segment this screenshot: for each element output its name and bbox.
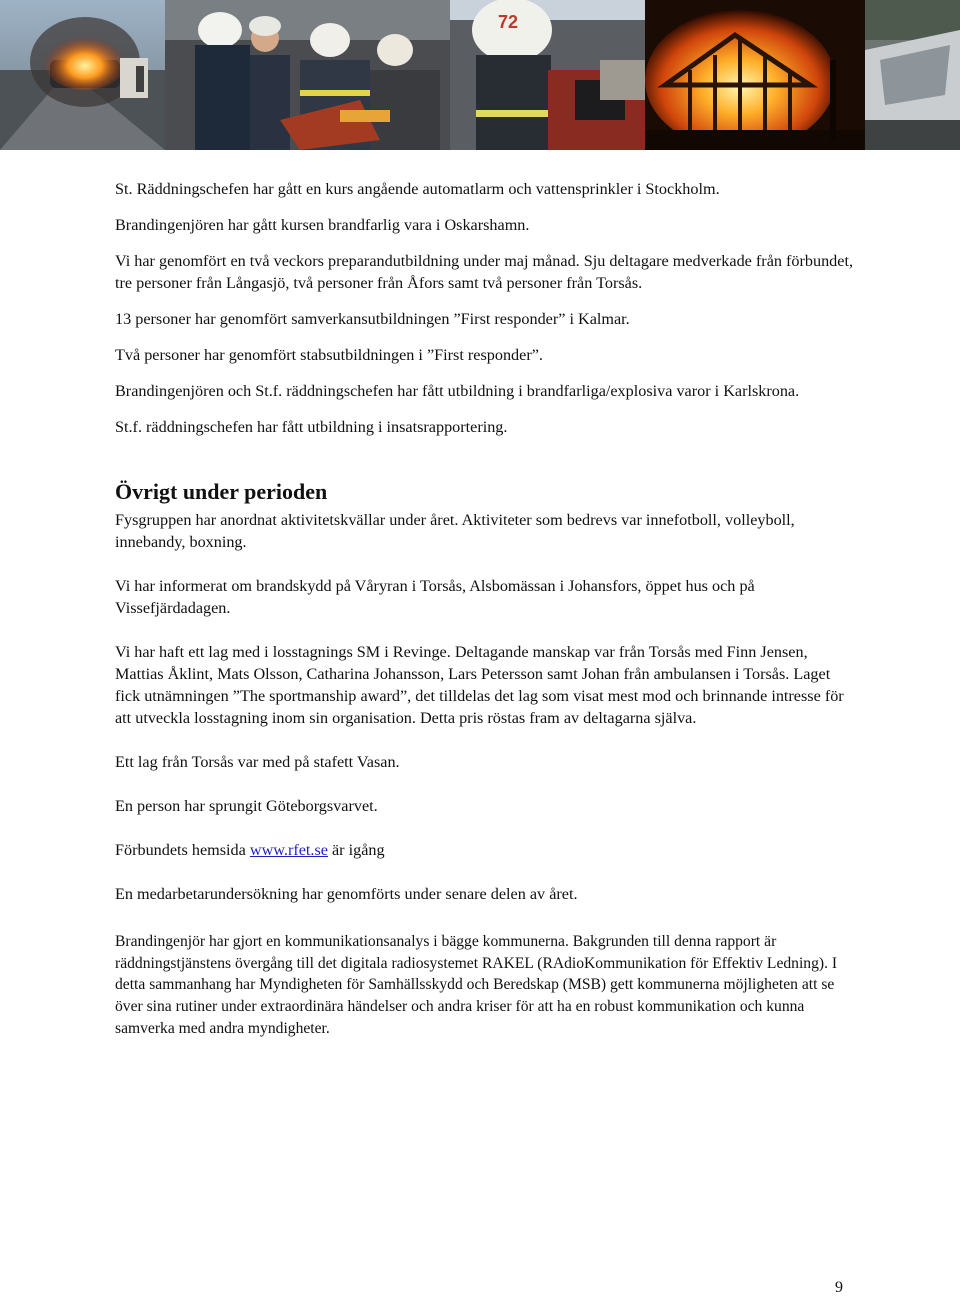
paragraph-preparatory-training: Vi har genomfört en två veckors preparandutbildning under maj månad. Sju deltagare medverkade från förbundet, tre personer från Långasjö, två personer från Åfors samt två personer från Torsås. [115, 252, 853, 292]
paragraph-goteborgsvarvet: En person har sprungit Göteborgsvarvet. [115, 797, 378, 815]
photo-house-fire [645, 0, 865, 150]
website-link[interactable]: www.rfet.se [249, 841, 328, 859]
header-photo-banner [0, 0, 960, 150]
paragraph-staff-training: Två personer har genomfört stabsutbildningen i ”First responder”. [115, 346, 543, 364]
paragraph-first-responder-kalmar: 13 personer har genomfört samverkansutbildningen ”First responder” i Kalmar. [115, 310, 630, 328]
section-heading: Övrigt under perioden [115, 479, 328, 504]
paragraph-fire-safety-info: Vi har informerat om brandskydd på Våryran i Torsås, Alsbomässan i Johansfors, öppet hus och på Vissefjärdadagen. [115, 577, 755, 617]
paragraph-communication-analysis: Brandingenjör har gjort en kommunikationsanalys i bägge kommunerna. Bakgrunden till denna rapport är räddningstjänstens övergång till det digitala radiosystemet RAKEL (RAdioKommunikation för Effektiv Ledning). I detta sammanhang har Myndigheten för Samhällsskydd och Beredskap (MSB) gett kommunerna möjligheten att se över sina rutiner under extraordinära händelser och andra kriser för att ha en robust kommunikation och kunna samverka med andra myndigheter. [115, 933, 838, 1037]
paragraph-stafett-vasan: Ett lag från Torsås var med på stafett Vasan. [115, 753, 400, 771]
page-content [115, 178, 855, 1062]
paragraph-course-flammable-goods: Brandingenjören har gått kursen brandfarlig vara i Oskarshamn. [115, 216, 530, 234]
photo-car-fire [0, 0, 165, 150]
page-number: 9 [835, 1279, 843, 1296]
paragraph-incident-reporting: St.f. räddningschefen har fått utbildning i insatsrapportering. [115, 418, 508, 436]
paragraph-course-automatic-alarm: St. Räddningschefen har gått en kurs angående automatlarm och vattensprinkler i Stockholm. [115, 180, 720, 198]
photo-crashed-car [865, 0, 960, 150]
paragraph-employee-survey: En medarbetarundersökning har genomförts under senare delen av året. [115, 885, 578, 903]
helmet-number: 72 [498, 12, 519, 32]
paragraph-website [115, 839, 855, 861]
paragraph-fitness-group: Fysgruppen har anordnat aktivitetskvällar under året. Aktiviteter som bedrevs var innefotboll, volleyboll, innebandy, boxning. [115, 511, 795, 551]
paragraph-explosives-training: Brandingenjören och St.f. räddningschefen har fått utbildning i brandfarliga/explosiva varor i Karlskrona. [115, 382, 800, 400]
website-text-after: är igång [327, 841, 385, 859]
paragraph-extrication-sm: Vi har haft ett lag med i losstagnings SM i Revinge. Deltagande manskap var från Torsås med Finn Jensen, Mattias Åklint, Mats Olsson, Catharina Johansson, Lars Petersson samt Johan från ambulansen i Torsås. Laget fick utnämningen ”The sportmanship award”, det tilldelas det lag som visat mest mod och brinnande intresse för att utveckla losstagning inom sin organisation. Detta pris röstas fram av deltagarna själva. [115, 643, 844, 727]
banner-collage [0, 0, 960, 150]
website-text-before: Förbundets hemsida [115, 841, 250, 859]
photo-rescue-team [165, 0, 450, 150]
photo-firefighter-72 [450, 0, 645, 150]
